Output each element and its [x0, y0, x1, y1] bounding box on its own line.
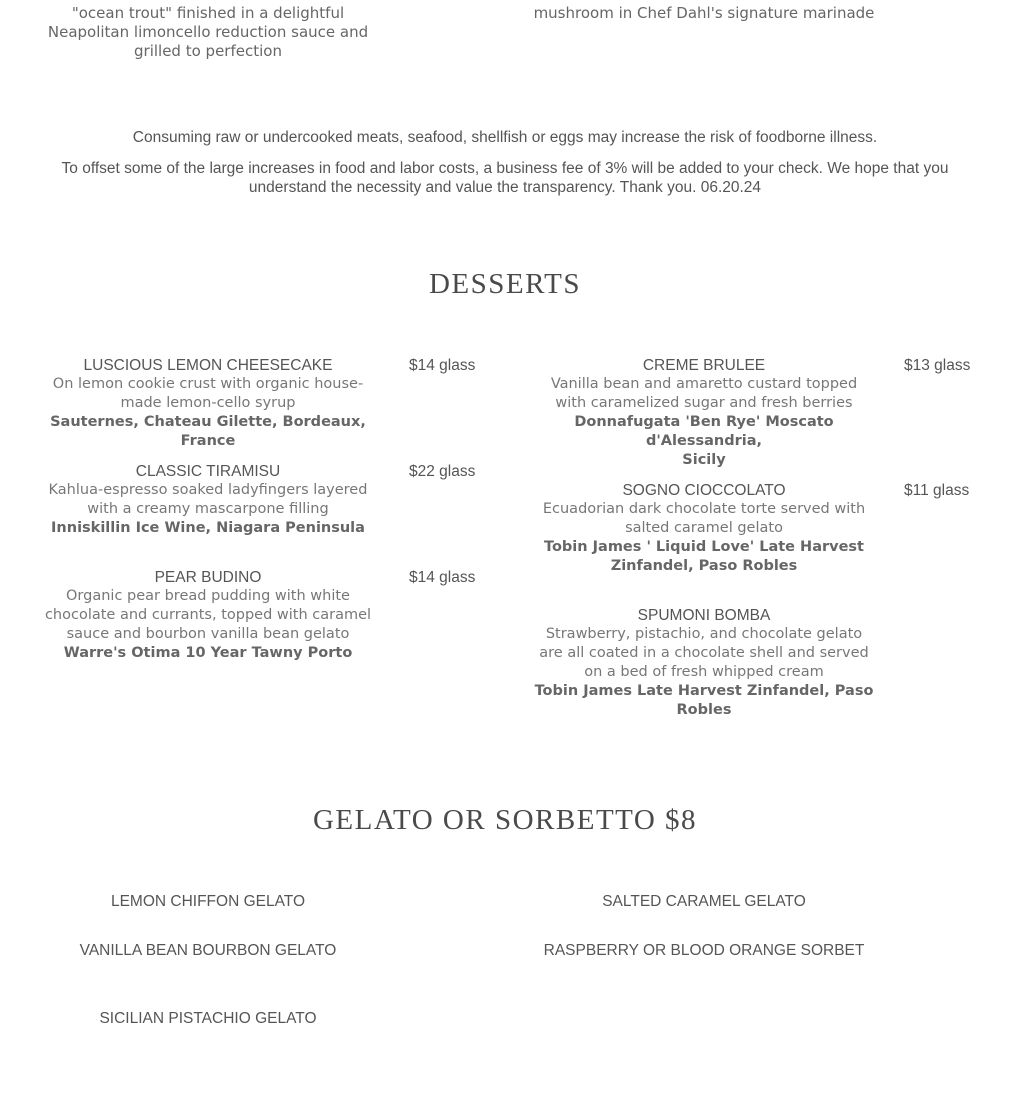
dessert-item [28, 462, 388, 538]
gelato-flavor: VANILLA BEAN BOURBON GELATO [79, 942, 337, 959]
sorbet-flavor: RASPBERRY OR BLOOD ORANGE SORBET [543, 942, 865, 959]
wine-price: $14 glass [409, 357, 476, 374]
dessert-item [28, 568, 388, 663]
dessert-item [515, 356, 893, 470]
dessert-description-line: made lemon-cello syrup [120, 395, 296, 411]
dessert-name: PEAR BUDINO [154, 569, 262, 586]
description-line: Neapolitan limoncello reduction sauce and [47, 23, 369, 41]
previous-item-description-left [28, 4, 388, 61]
wine-pairing: Warre's Otima 10 Year Tawny Porto [63, 645, 353, 661]
gelato-flavor: SICILIAN PISTACHIO GELATO [99, 1010, 317, 1027]
dessert-description-line: with a creamy mascarpone filling [87, 501, 329, 517]
wine-pairing: Sauternes, Chateau Gilette, Bordeaux, France [50, 414, 366, 449]
previous-item-description-right [515, 4, 893, 23]
wine-pairing: Zinfandel, Paso Robles [610, 558, 798, 574]
gelato-flavor: SALTED CARAMEL GELATO [602, 893, 806, 910]
dessert-description-line: Organic pear bread pudding with white [66, 588, 350, 604]
desserts-title: DESSERTS [428, 268, 582, 300]
business-fee-notice [0, 159, 1010, 197]
dessert-description-line: Ecuadorian dark chocolate torte served with [542, 501, 866, 517]
dessert-description-line: chocolate and currants, topped with caramel [44, 607, 372, 623]
gelato-section-title: GELATO OR SORBETTO $8 [312, 804, 698, 836]
wine-pairing: Inniskillin Ice Wine, Niagara Peninsula [51, 520, 365, 536]
dessert-name: LUSCIOUS LEMON CHEESECAKE [83, 357, 333, 374]
wine-pairing: Robles [676, 702, 732, 718]
dessert-name: SPUMONI BOMBA [637, 607, 771, 624]
description-line: grilled to perfection [134, 42, 282, 60]
dessert-description-line: Kahlua-espresso soaked ladyfingers layered [48, 482, 368, 498]
dessert-description-line: On lemon cookie crust with organic house- [52, 376, 364, 392]
description-line: "ocean trout" finished in a delightful [71, 4, 345, 22]
dessert-description-line: sauce and bourbon vanilla bean gelato [66, 626, 350, 642]
dessert-description-line: are all coated in a chocolate shell and served [539, 645, 869, 661]
wine-pairing: Tobin James ' Liquid Love' Late Harvest [544, 539, 864, 555]
wine-price: $11 glass [904, 482, 970, 499]
dessert-description-line: Vanilla bean and amaretto custard topped [550, 376, 858, 392]
dessert-description-line: with caramelized sugar and fresh berries [555, 395, 853, 411]
dessert-description-line: salted caramel gelato [625, 520, 783, 536]
fee-line: understand the necessity and value the transparency. Thank you. 06.20.24 [248, 179, 762, 196]
wine-price: $22 glass [409, 463, 476, 480]
fee-line: To offset some of the large increases in food and labor costs, a business fee of 3% will be added to your check. We hope that you [61, 160, 949, 177]
dessert-item [515, 481, 893, 576]
description-line: mushroom in Chef Dahl's signature marinade [533, 4, 875, 22]
dessert-name: SOGNO CIOCCOLATO [622, 482, 786, 499]
dessert-description-line: on a bed of fresh whipped cream [584, 664, 824, 680]
wine-pairing: Tobin James Late Harvest Zinfandel, Paso [534, 683, 874, 699]
raw-food-warning: Consuming raw or undercooked meats, seafood, shellfish or eggs may increase the risk of foodborne illness. [132, 129, 878, 146]
wine-price: $14 glass [409, 569, 476, 586]
dessert-description-line: Strawberry, pistachio, and chocolate gelato [545, 626, 863, 642]
dessert-item [28, 356, 388, 451]
dessert-name: CLASSIC TIRAMISU [135, 463, 281, 480]
dessert-item [515, 606, 893, 720]
wine-pairing: Sicily [682, 452, 726, 468]
wine-pairing: Donnafugata 'Ben Rye' Moscato d'Alessandria, [574, 414, 834, 449]
wine-price: $13 glass [904, 357, 971, 374]
dessert-name: CREME BRULEE [642, 357, 766, 374]
gelato-flavor: LEMON CHIFFON GELATO [110, 893, 306, 910]
